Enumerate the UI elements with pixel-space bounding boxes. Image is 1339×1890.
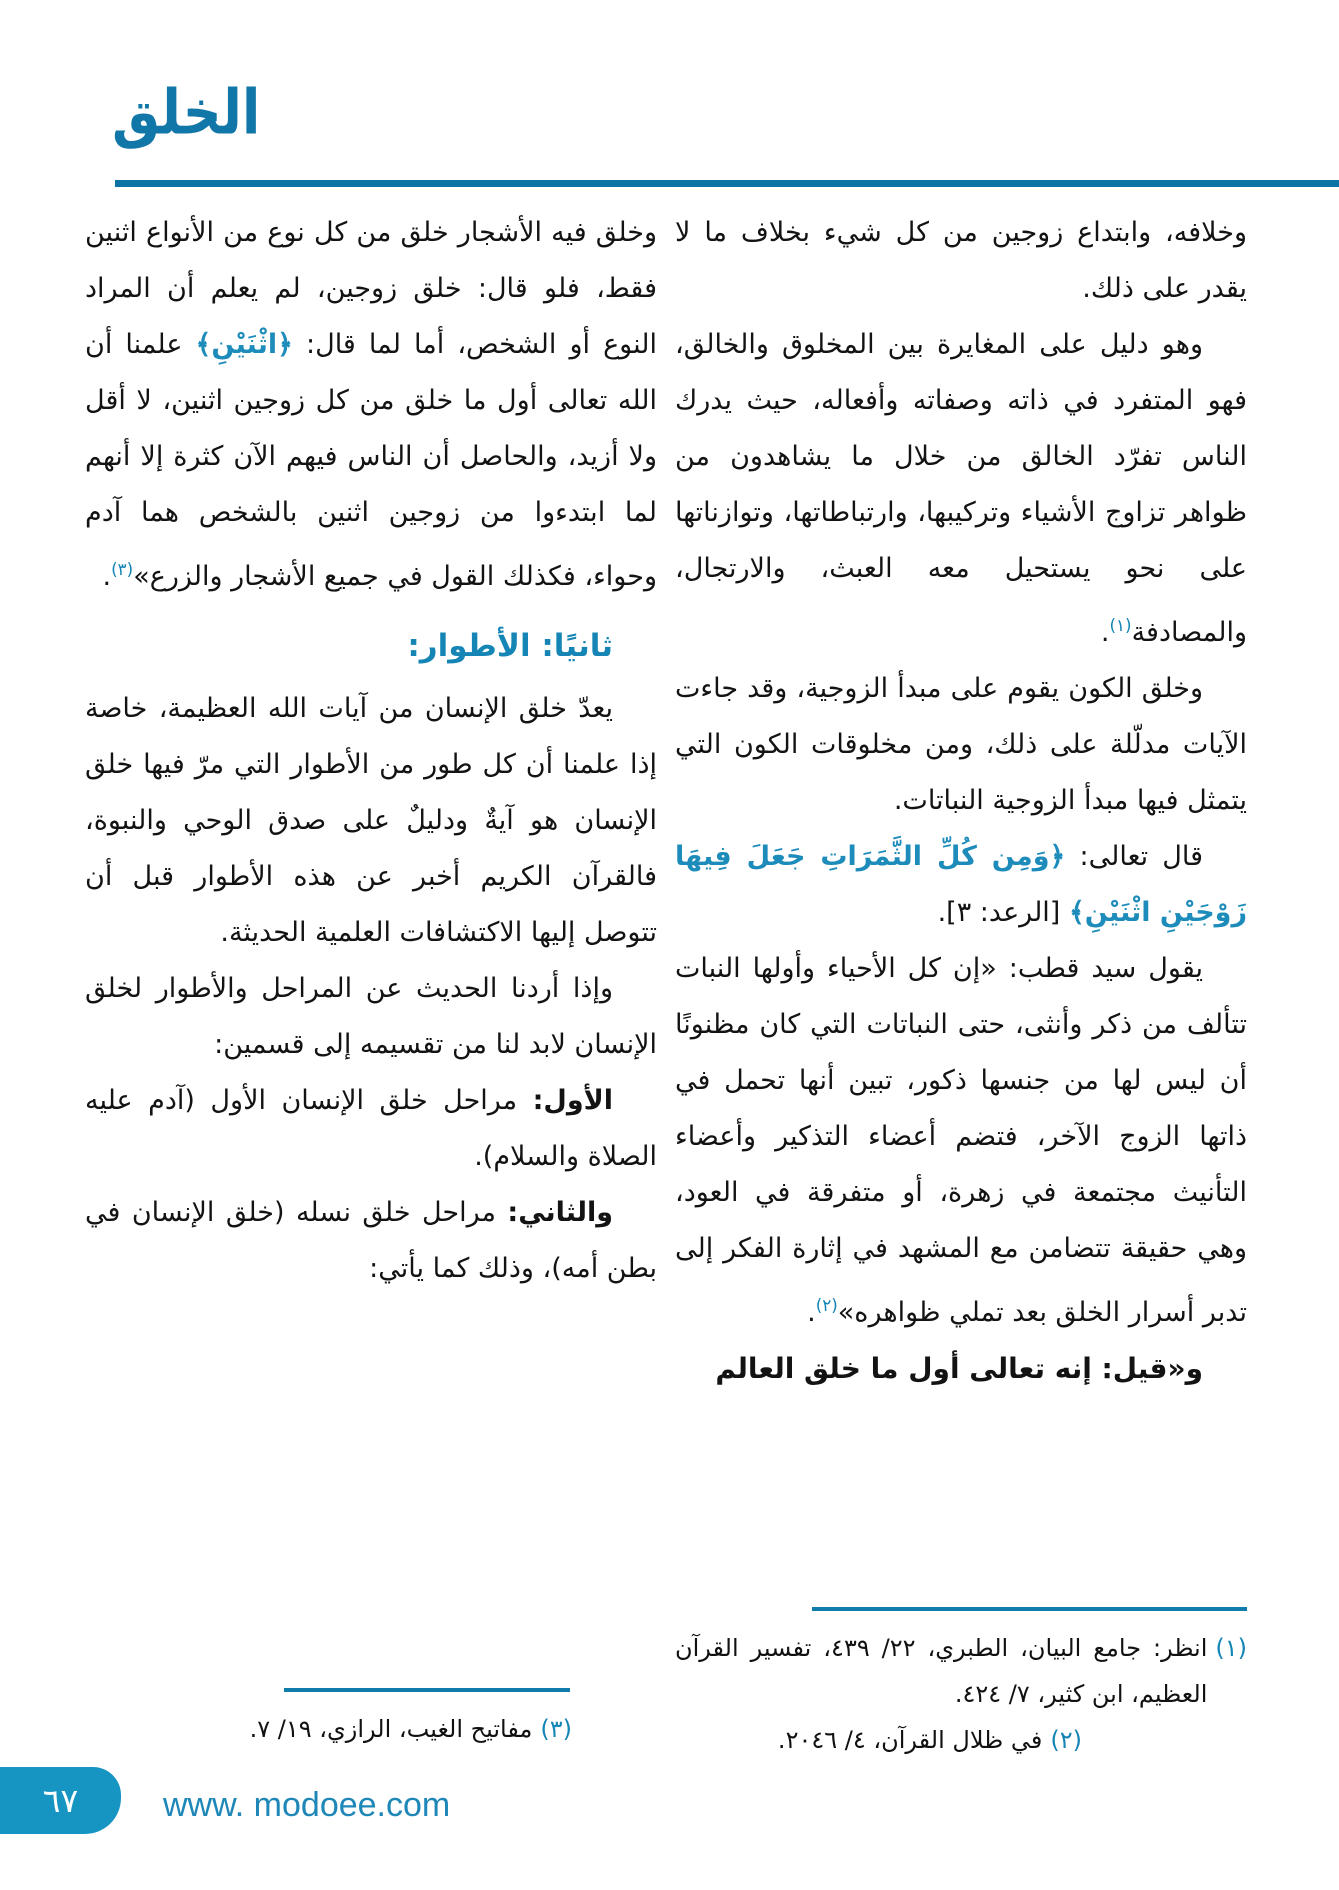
- paragraph-text: .: [102, 561, 112, 592]
- paragraph: [675, 205, 1247, 317]
- footnote-3: [85, 1706, 572, 1752]
- list-item-second: [85, 1185, 657, 1297]
- chapter-title-calligraphy: الخلق: [112, 76, 261, 149]
- paragraph-text: مراحل خلق نسله (خلق الإنسان في بطن أمه)، وذلك كما يأتي:: [85, 1197, 657, 1284]
- column-right: [675, 205, 1247, 1765]
- quran-verse-inline: ﴿اثْنَيْنِ﴾: [195, 329, 293, 360]
- quran-verse-text: ﴿وَمِن كُلِّ الثَّمَرَاتِ جَعَلَ فِيهَا زَوْجَيْنِ اثْنَيْنِ﴾: [675, 841, 1247, 928]
- page-number: ٦٧: [42, 1781, 79, 1820]
- quote-start-paragraph: [675, 1341, 1247, 1397]
- paragraph-text: و«قيل: إنه تعالى أول ما خلق العالم: [715, 1352, 1203, 1385]
- paragraph-text: يعدّ خلق الإنسان من آيات الله العظيمة، خاصة إذا علمنا أن كل طور من الأطوار التي مرّ فيها خلق الإنسان هو آيةٌ ودليلٌ على صدق الوحي والنبوة، فالقرآن الكريم أخبر عن هذه الأطوار قبل أن تتوصل إليها الاكتشافات العلمية الحديثة.: [85, 693, 657, 948]
- website-url: www. modoee.com: [163, 1786, 451, 1824]
- quran-verse-paragraph: [675, 829, 1247, 941]
- paragraph: [85, 681, 657, 961]
- paragraph-text: وخلافه، وابتداع زوجين من كل شيء بخلاف ما لا يقدر على ذلك.: [675, 217, 1247, 304]
- quote-paragraph: [675, 941, 1247, 1341]
- column-left: [85, 205, 657, 1765]
- footnote-text: في ظلال القرآن، ٤/ ٢٠٤٦.: [777, 1726, 1043, 1754]
- footnote-marker: (٢): [1050, 1726, 1082, 1754]
- footnote-1: [675, 1625, 1247, 1717]
- paragraph: [85, 205, 657, 605]
- footnote-text: مفاتيح الغيب، الرازي، ١٩/ ٧.: [249, 1715, 533, 1743]
- paragraph-text: علمنا أن الله تعالى أول ما خلق من كل زوجين اثنين، لا أقل ولا أزيد، والحاصل أن الناس فيهم الآن كثرة إلا أنهم لما ابتدءوا من زوجين اثنين بالشخص هما آدم وحواء، فكذلك القول في جميع الأشجار والزرع»: [85, 329, 657, 592]
- paragraph-text: مراحل خلق الإنسان الأول (آدم عليه الصلاة والسلام).: [85, 1085, 657, 1172]
- verse-reference: [الرعد: ٣].: [937, 897, 1069, 928]
- paragraph-text: وإذا أردنا الحديث عن المراحل والأطوار لخلق الإنسان لابد لنا من تقسيمه إلى قسمين:: [85, 973, 657, 1060]
- footnote-text: انظر: جامع البيان، الطبري، ٢٢/ ٤٣٩، تفسير القرآن العظيم، ابن كثير، ٧/ ٤٢٤.: [675, 1634, 1208, 1708]
- footnote-marker: (٣): [540, 1715, 572, 1743]
- paragraph-text: وخلق فيه الأشجار خلق من كل نوع من الأنواع اثنين فقط، فلو قال: خلق زوجين، لم يعلم أن المراد النوع أو الشخص، أما لما قال:: [85, 217, 657, 360]
- paragraph-text: وخلق الكون يقوم على مبدأ الزوجية، وقد جاءت الآيات مدلّلة على ذلك، ومن مخلوقات الكون التي يتمثل فيها مبدأ الزوجية النباتات.: [675, 673, 1247, 816]
- footnote-separator: [812, 1607, 1247, 1611]
- verse-intro: قال تعالى:: [1065, 841, 1203, 872]
- column-left-body: [85, 205, 657, 1297]
- list-item-first: [85, 1073, 657, 1185]
- list-item-label: الأول:: [532, 1085, 613, 1116]
- page-number-tab: [0, 1767, 121, 1834]
- header-rule: [115, 180, 1339, 187]
- list-item-label: والثاني:: [507, 1197, 613, 1228]
- paragraph: [675, 661, 1247, 829]
- footnote-ref-3: (٣): [111, 559, 134, 579]
- footnote-marker: (١): [1215, 1634, 1247, 1662]
- footnote-ref-1: (١): [1109, 615, 1132, 635]
- paragraph: [85, 961, 657, 1073]
- footnote-ref-2: (٢): [815, 1295, 838, 1315]
- paragraph-text: .: [807, 1297, 816, 1328]
- footnotes-left: [85, 1688, 657, 1752]
- footnote-separator: [284, 1688, 570, 1692]
- two-column-text-area: [85, 205, 1247, 1765]
- paragraph-text: .: [1100, 617, 1110, 648]
- section-heading: ثانيًا: الأطوار:: [407, 628, 613, 664]
- paragraph: [675, 317, 1247, 661]
- footnotes-right: [675, 1607, 1247, 1763]
- column-right-body: [675, 205, 1247, 1397]
- paragraph-text: يقول سيد قطب: «إن كل الأحياء وأولها النبات تتألف من ذكر وأنثى، حتى النباتات التي كان مظنونًا أن ليس لها من جنسها ذكور، تبين أنها تحمل في ذاتها الزوج الآخر، فتضم أعضاء التذكير وأعضاء التأنيث مجتمعة في زهرة، أو متفرقة في العود، وهي حقيقة تتضامن مع المشهد في إثارة الفكر إلى تدبر أسرار الخلق بعد تملي ظواهره»: [675, 953, 1247, 1328]
- footnote-2: [675, 1717, 1082, 1763]
- paragraph-text: وهو دليل على المغايرة بين المخلوق والخالق، فهو المتفرد في ذاته وصفاته وأفعاله، حيث يدرك الناس تفرّد الخالق من خلال ما يشاهدون من ظواهر تزاوج الأشياء وتركيبها، وارتباطاتها، وتوازناتها على نحو يستحيل معه العبث، والارتجال، والمصادفة: [675, 329, 1247, 648]
